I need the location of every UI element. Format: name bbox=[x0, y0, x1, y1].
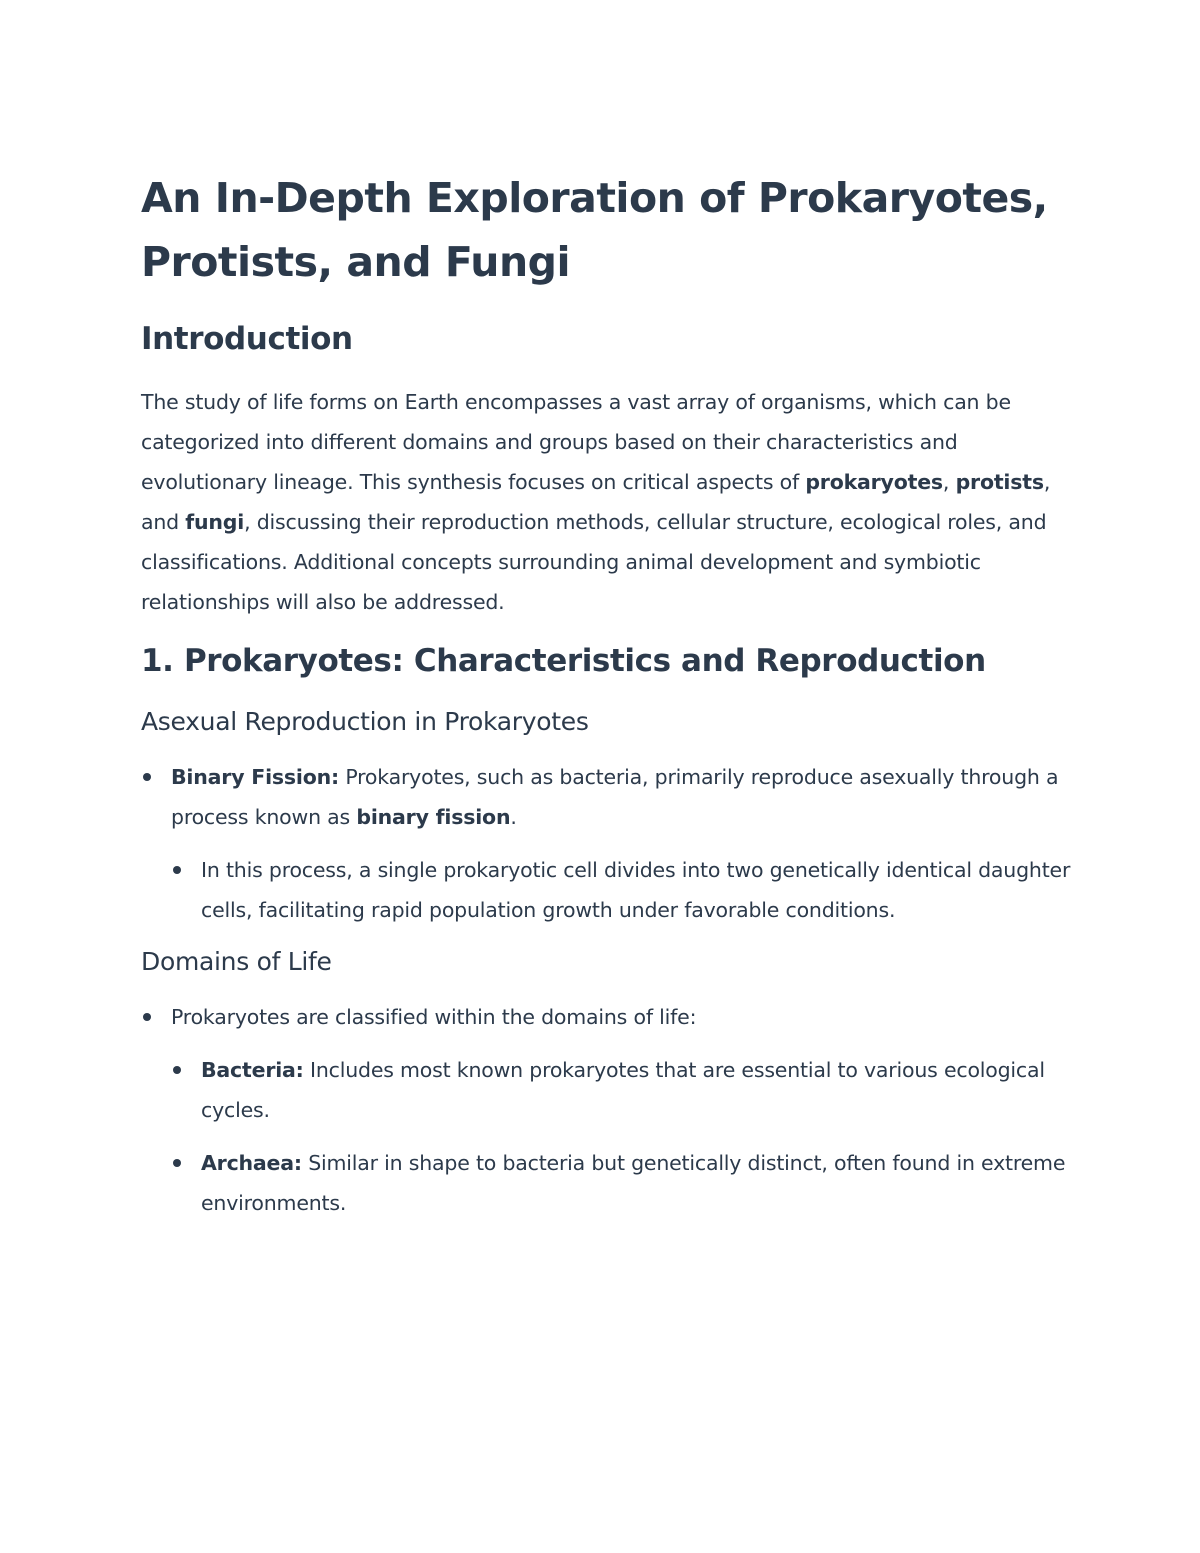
intro-bold-fungi: fungi bbox=[185, 510, 245, 534]
introduction-heading: Introduction bbox=[141, 321, 353, 357]
introduction-paragraph bbox=[141, 382, 1076, 622]
list-item-bacteria bbox=[171, 1050, 1076, 1130]
intro-separator-2: , and bbox=[141, 470, 1051, 534]
list-item-domains-intro bbox=[141, 997, 1076, 1223]
intro-text-1: The study of life forms on Earth encompasses a vast array of organisms, which can be categorized into different domains and groups based on their characteristics and evolutionary lineage. This synthesis focuses on critical aspects of bbox=[141, 390, 1011, 494]
bullet-icon bbox=[173, 1066, 181, 1074]
intro-separator-1: , bbox=[942, 470, 956, 494]
domains-intro-text: Prokaryotes are classified within the domains of life: bbox=[171, 1005, 697, 1029]
domains-of-life-list bbox=[141, 997, 1076, 1223]
binary-fission-end: . bbox=[510, 805, 517, 829]
list-item-binary-fission bbox=[141, 757, 1076, 930]
list-item-archaea bbox=[171, 1143, 1076, 1223]
asexual-reproduction-heading: Asexual Reproduction in Prokaryotes bbox=[141, 707, 589, 736]
list-item-binary-fission-detail bbox=[171, 850, 1076, 930]
intro-text-2: , discussing their reproduction methods, cellular structure, ecological roles, and classifications. Additional concepts surrounding animal development and symbiotic relationships will also be addressed. bbox=[141, 510, 1047, 614]
domains-of-life-heading: Domains of Life bbox=[141, 947, 332, 976]
bacteria-text: Includes most known prokaryotes that are essential to various ecological cycles. bbox=[201, 1058, 1045, 1122]
binary-fission-sublist bbox=[171, 850, 1076, 930]
binary-fission-label: Binary Fission: bbox=[171, 765, 340, 789]
binary-fission-text: Prokaryotes, such as bacteria, primarily reproduce asexually through a process known as bbox=[171, 765, 1059, 829]
bullet-icon bbox=[173, 1159, 181, 1167]
bullet-icon bbox=[173, 866, 181, 874]
archaea-text: Similar in shape to bacteria but genetically distinct, often found in extreme environments. bbox=[201, 1151, 1066, 1215]
section-1-heading: 1. Prokaryotes: Characteristics and Reproduction bbox=[141, 643, 986, 679]
document-title: An In-Depth Exploration of Prokaryotes, Protists, and Fungi bbox=[141, 174, 1048, 286]
intro-bold-protists: protists bbox=[955, 470, 1044, 494]
intro-bold-prokaryotes: prokaryotes bbox=[805, 470, 943, 494]
binary-fission-bold: binary fission bbox=[356, 805, 511, 829]
bullet-icon bbox=[143, 1013, 151, 1021]
document-page bbox=[141, 166, 1076, 1223]
domains-sublist bbox=[171, 1050, 1076, 1223]
bullet-icon bbox=[143, 773, 151, 781]
asexual-reproduction-list bbox=[141, 757, 1076, 930]
bacteria-label: Bacteria: bbox=[201, 1058, 304, 1082]
binary-fission-detail-text: In this process, a single prokaryotic cell divides into two genetically identical daughter cells, facilitating rapid population growth under favorable conditions. bbox=[201, 858, 1071, 922]
archaea-label: Archaea: bbox=[201, 1151, 302, 1175]
